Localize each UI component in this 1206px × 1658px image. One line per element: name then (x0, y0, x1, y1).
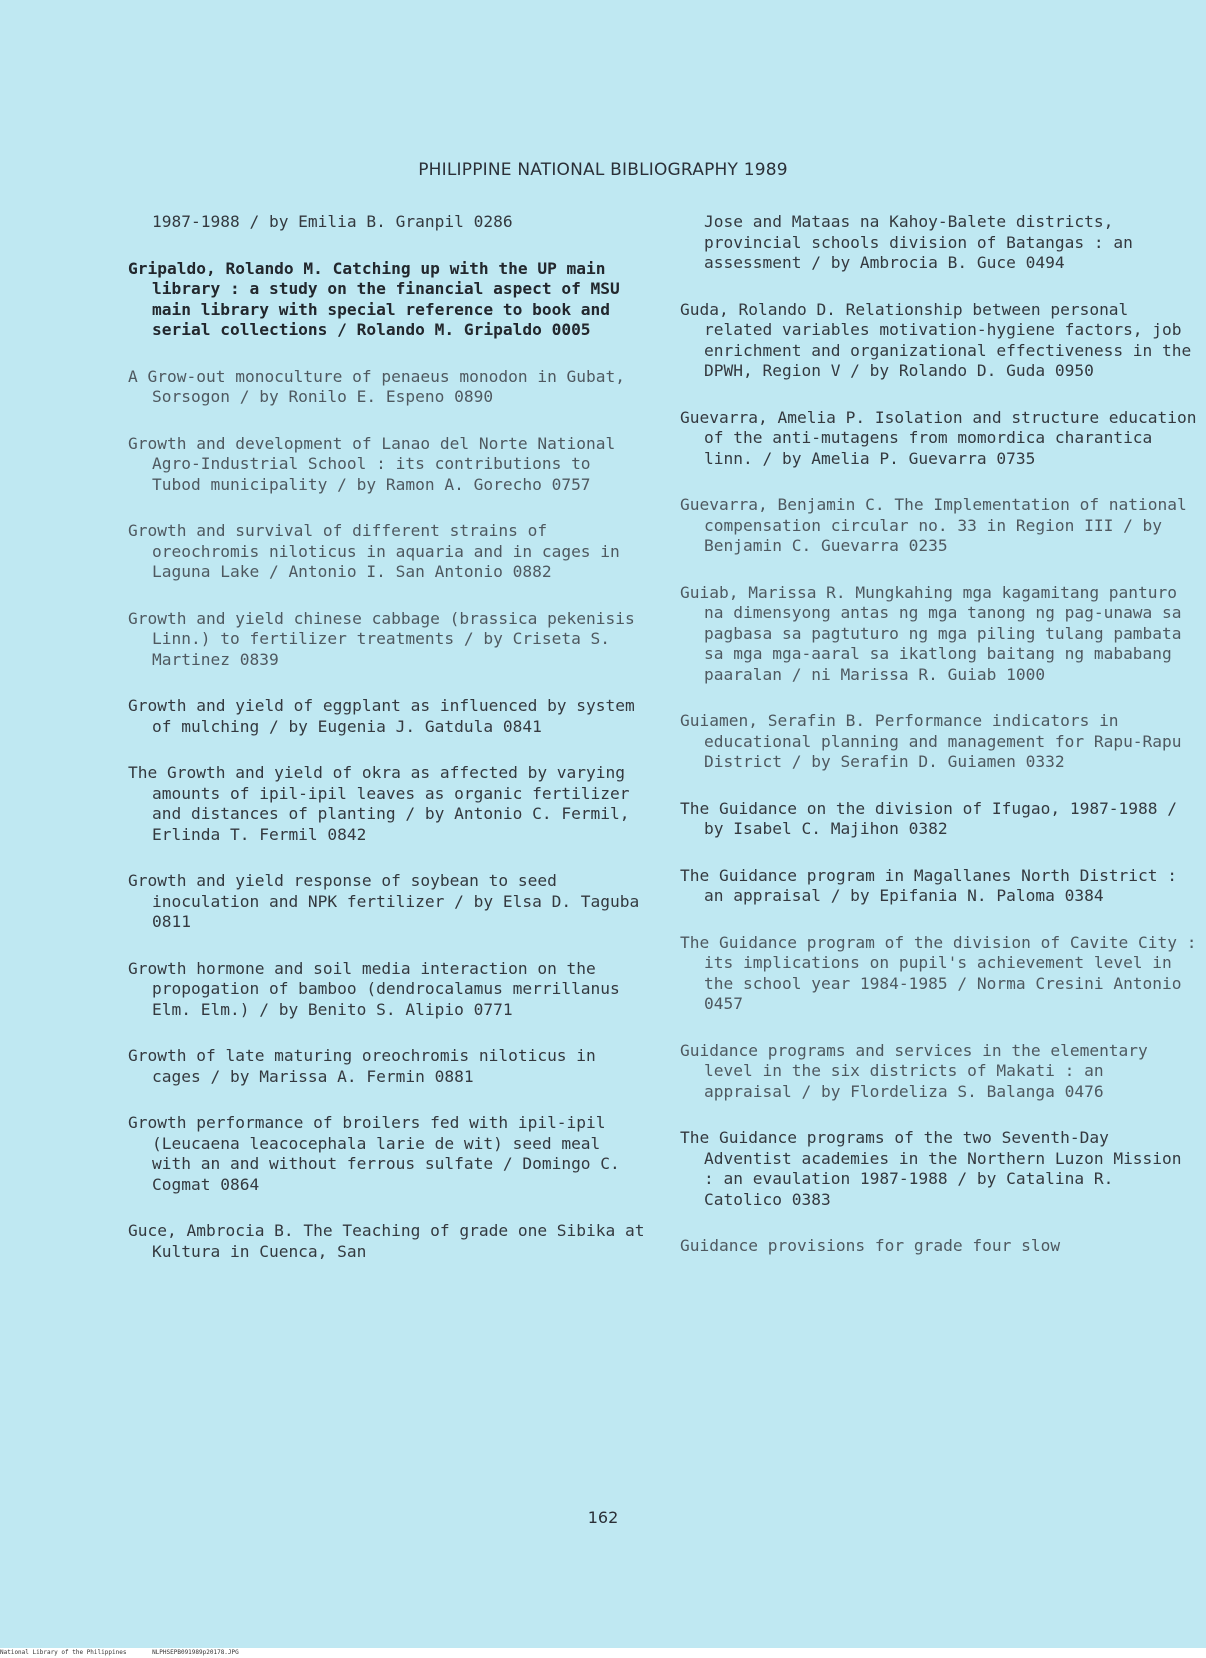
page-title: PHILIPPINE NATIONAL BIBLIOGRAPHY 1989 (418, 160, 788, 180)
left-column (128, 212, 648, 1288)
bibliography-entry: Growth and development of Lanao del Norte National Agro-Industrial School : its contributions to Tubod municipality / by Ramon A. Gorecho 0757 (128, 433, 616, 494)
right-column (680, 212, 1200, 1283)
bibliography-entry: Guce, Ambrocia B. The Teaching of grade one Sibika at Kultura in Cuenca, San (128, 1221, 645, 1261)
bibliography-entry: The Guidance program of the division of Cavite City : its implications on pupil's achievement level in the school year 1984-1985 / Norma Cresini Antonio 0457 (680, 932, 1197, 1013)
bibliography-entry: Growth and survival of different strains of oreochromis niloticus in aquaria and in cages in Laguna Lake / Antonio I. San Antonio 0882 (128, 521, 620, 581)
bibliography-entry: Growth hormone and soil media interaction on the propogation of bamboo (dendrocalamus merrillanus Elm. Elm.) / by Benito S. Alipio 0771 (128, 958, 620, 1019)
bibliography-entry: Growth and yield of eggplant as influenced by system of mulching / by Eugenia J. Gatdula 0841 (128, 696, 635, 736)
bibliography-entry: Gripaldo, Rolando M. Catching up with the UP main library : a study on the financial aspect of MSU main library with special reference to book and serial collections / Rolando M. Gripaldo 0005 (128, 258, 620, 339)
bibliography-entry: The Guidance program in Magallanes North District : an appraisal / by Epifania N. Paloma 0384 (680, 865, 1178, 905)
bibliography-entry: Growth of late maturing oreochromis niloticus in cages / by Marissa A. Fermin 0881 (128, 1046, 596, 1086)
bibliography-entry: The Growth and yield of okra as affected by varying amounts of ipil-ipil leaves as organic fertilizer and distances of planting / by Antonio C. Fermil, Erlinda T. Fermil 0842 (128, 763, 630, 844)
bibliography-entry: 1987-1988 / by Emilia B. Granpil 0286 (152, 212, 513, 231)
bibliography-entry: The Guidance programs of the two Seventh-Day Adventist academies in the Northern Luzon Mission : an evaulation 1987-1988 / by Catalina R. Catolico 0383 (680, 1128, 1182, 1209)
bibliography-entry: Guiab, Marissa R. Mungkahing mga kagamitang panturo na dimensyong antas ng mga tanong ng pag-unawa sa pagbasa sa pagtuturo ng mga piling tulang pambata sa mga mga-aaral sa ikatlong baitang ng mababang paaralan / ni Marissa R. Guiab 1000 (680, 582, 1182, 684)
bibliography-entry: Jose and Mataas na Kahoy-Balete districts, provincial schools division of Batangas : an assessment / by Ambrocia B. Guce 0494 (704, 212, 1133, 272)
bibliography-entry: Guda, Rolando D. Relationship between personal related variables motivation-hygiene factors, job enrichment and organizational effectiveness in the DPWH, Region V / by Rolando D. Guda 0950 (680, 299, 1192, 380)
bibliography-entry: The Guidance on the division of Ifugao, 1987-1988 / by Isabel C. Majihon 0382 (680, 798, 1178, 838)
scan-footer (0, 1648, 1206, 1658)
bibliography-entry: Guevarra, Amelia P. Isolation and structure education of the anti-mutagens from momordica charantica linn. / by Amelia P. Guevarra 0735 (680, 407, 1197, 468)
bibliography-entry: Growth and yield chinese cabbage (brassica pekenisis Linn.) to fertilizer treatments / by Criseta S. Martinez 0839 (128, 608, 635, 669)
footer-file-id: NLPHSEPB091989p20178.JPG (152, 1649, 239, 1656)
bibliography-entry: Guidance provisions for grade four slow (680, 1236, 1061, 1255)
bibliography-entry: A Grow-out monoculture of penaeus monodon in Gubat, Sorsogon / by Ronilo E. Espeno 0890 (128, 366, 626, 406)
page-number: 162 (587, 1508, 619, 1527)
bibliography-entry: Guidance programs and services in the elementary level in the six districts of Makati : an appraisal / by Flordeliza S. Balanga 0476 (680, 1040, 1148, 1101)
bibliography-entry: Growth performance of broilers fed with ipil-ipil (Leucaena leacocephala larie de wit) seed meal with an and without ferrous sulfate / Domingo C. Cogmat 0864 (128, 1113, 620, 1194)
bibliography-entry: Guevarra, Benjamin C. The Implementation of national compensation circular no. 33 in Region III / by Benjamin C. Guevarra 0235 (680, 495, 1187, 555)
bibliography-entry: Guiamen, Serafin B. Performance indicators in educational planning and management for Rapu-Rapu District / by Serafin D. Guiamen 0332 (680, 711, 1182, 771)
footer-source: National Library of the Philippines (0, 1649, 127, 1656)
bibliography-entry: Growth and yield response of soybean to seed inoculation and NPK fertilizer / by Elsa D. Taguba 0811 (128, 871, 640, 931)
